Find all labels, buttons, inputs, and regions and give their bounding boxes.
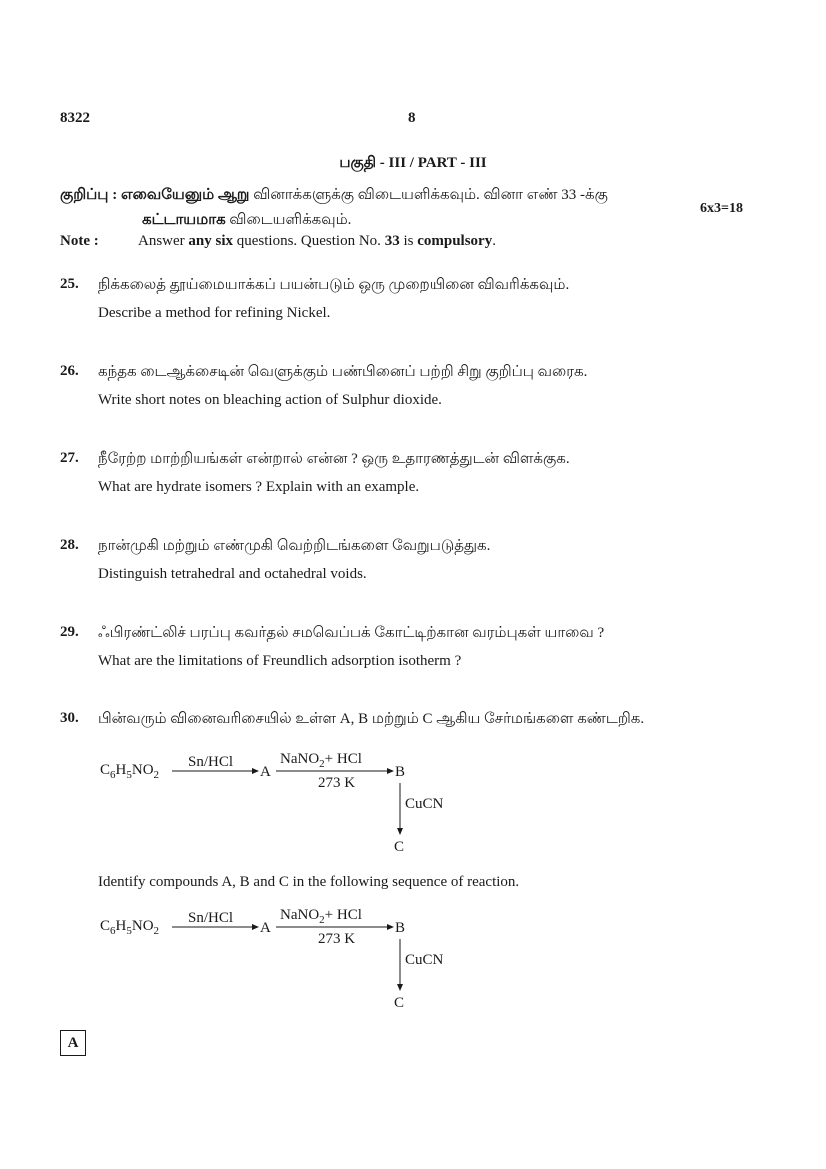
question-english: What are hydrate isomers ? Explain with an example.	[98, 479, 420, 495]
reactant: $C_6H_5NO_2$	[100, 918, 160, 937]
product-b: B	[395, 764, 406, 780]
question-number: 29.	[60, 624, 79, 640]
product-b: B	[395, 920, 406, 936]
note-text-mid: questions. Question No.	[233, 233, 385, 249]
marks-allocation: 6x3=18	[700, 201, 743, 216]
condition-2: 273 K	[318, 775, 356, 791]
note-text-end: .	[492, 233, 496, 249]
reaction-scheme-tamil	[96, 748, 456, 858]
product-c: C	[394, 839, 405, 855]
note-tamil-line1-bold: எவையேனும் ஆறு	[120, 187, 250, 203]
note-tamil-label: குறிப்பு :	[60, 187, 118, 203]
note-text-bold3: compulsory	[417, 233, 493, 249]
note-tamil	[60, 183, 750, 233]
question-tamil: ஃபிரண்ட்லிச் பரப்பு கவர்தல் சமவெப்பக் கோட்டிற்கான வரம்புகள் யாவை ?	[98, 625, 605, 641]
arrow-1-head	[252, 768, 259, 774]
arrow-2-head	[387, 768, 394, 774]
note-english-label: Note :	[60, 233, 99, 249]
question-english: What are the limitations of Freundlich adsorption isotherm ?	[98, 653, 462, 669]
question-30-english: Identify compounds A, B and C in the following sequence of reaction.	[98, 874, 520, 890]
reagent-2: NaNO$_2$+ HCl	[280, 751, 362, 770]
note-english	[60, 233, 496, 250]
condition-2: 273 K	[318, 931, 356, 947]
note-tamil-line2-rest: விடையளிக்கவும்.	[229, 212, 352, 228]
reagent-1: Sn/HCl	[188, 910, 234, 926]
question-tamil: நிக்கலைத் தூய்மையாக்கப் பயன்படும் ஒரு முறையினை விவரிக்கவும்.	[98, 277, 570, 293]
question-tamil: நீரேற்ற மாற்றியங்கள் என்றால் என்ன ? ஒரு உதாரணத்துடன் விளக்குக.	[98, 451, 570, 467]
reagent-3: CuCN	[405, 952, 444, 968]
reaction-scheme-english	[96, 904, 456, 1014]
arrow-3-head	[397, 984, 403, 991]
product-c: C	[394, 995, 405, 1011]
question-number: 30.	[60, 710, 79, 726]
reaction-diagram	[96, 904, 456, 1014]
booklet-version-box: A	[60, 1030, 86, 1056]
note-text-bold2: 33	[384, 233, 400, 249]
reaction-diagram	[96, 748, 456, 858]
reactant: $C_6H_5NO_2$	[100, 762, 160, 781]
arrow-2-head	[387, 924, 394, 930]
product-a: A	[260, 920, 271, 936]
note-tamil-line2-bold: கட்டாயமாக	[142, 212, 226, 228]
note-text-mid2: is	[399, 233, 418, 249]
note-text-pre: Answer	[138, 233, 189, 249]
reagent-2: NaNO$_2$+ HCl	[280, 907, 362, 926]
arrow-1-head	[252, 924, 259, 930]
reagent-1: Sn/HCl	[188, 754, 234, 770]
arrow-3-head	[397, 828, 403, 835]
question-number: 25.	[60, 276, 79, 292]
question-number: 28.	[60, 537, 79, 553]
note-text-bold1: any six	[188, 233, 234, 249]
question-english: Describe a method for refining Nickel.	[98, 305, 331, 321]
question-english: Write short notes on bleaching action of Sulphur dioxide.	[98, 392, 442, 408]
question-number: 26.	[60, 363, 79, 379]
page-number: 8	[408, 110, 416, 126]
part-heading: பகுதி - III / PART - III	[339, 155, 487, 171]
question-tamil: நான்முகி மற்றும் எண்முகி வெற்றிடங்களை வேறுபடுத்துக.	[98, 538, 491, 554]
paper-code: 8322	[60, 110, 90, 126]
note-tamil-line1-rest: வினாக்களுக்கு விடையளிக்கவும். வினா எண் 33 -க்கு	[253, 187, 608, 203]
question-english: Distinguish tetrahedral and octahedral voids.	[98, 566, 367, 582]
question-tamil: பின்வரும் வினைவரிசையில் உள்ள A, B மற்றும் C ஆகிய சேர்மங்களை கண்டறிக.	[98, 711, 645, 727]
question-number: 27.	[60, 450, 79, 466]
reagent-3: CuCN	[405, 796, 444, 812]
question-tamil: கந்தக டைஆக்சைடின் வெளுக்கும் பண்பினைப் பற்றி சிறு குறிப்பு வரைக.	[98, 364, 588, 380]
product-a: A	[260, 764, 271, 780]
